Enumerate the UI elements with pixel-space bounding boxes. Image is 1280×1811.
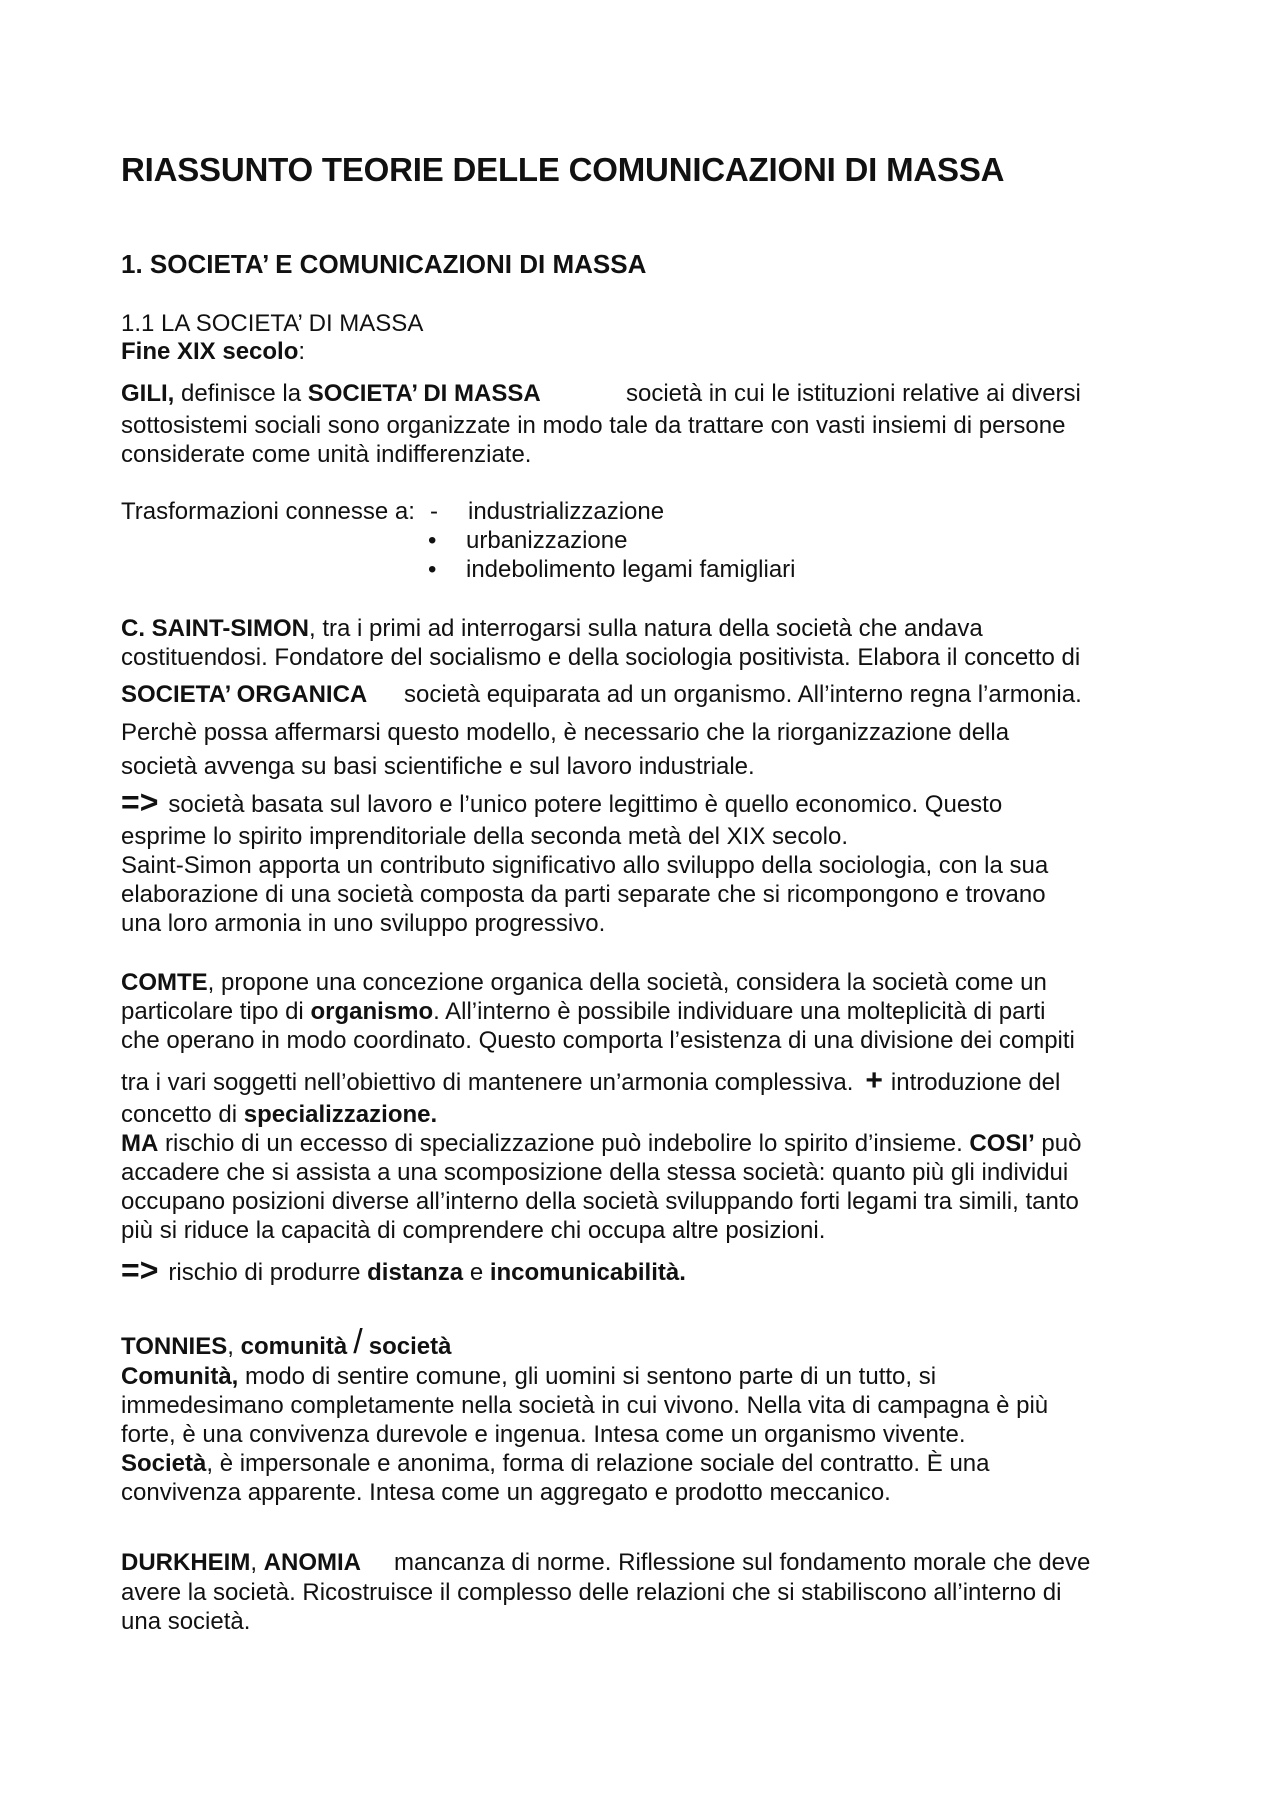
tonnies-line-2: immedesimano completamente nella società in cui vivono. Nella vita di campagna è più <box>121 1392 1049 1419</box>
section-heading: 1. SOCIETA’ E COMUNICAZIONI DI MASSA <box>121 249 647 279</box>
gili-line-3: considerate come unità indifferenziate. <box>121 441 532 468</box>
plus-symbol: + <box>865 1064 883 1097</box>
gili-line-1: GILI, definisce la SOCIETA’ DI MASSA <box>121 380 541 407</box>
tonnies-line-3: forte, è una convivenza durevole e ingenua. Intesa come un organismo vivente. <box>121 1421 966 1448</box>
societa-di-massa-term: SOCIETA’ DI MASSA <box>307 380 541 407</box>
list-item: • urbanizzazione <box>428 527 628 554</box>
durkheim-line-1: DURKHEIM, ANOMIA <box>121 1549 361 1576</box>
saint-simon-line-9: elaborazione di una società composta da parti separate che si ricompongono e trovano <box>121 881 1046 908</box>
durkheim-line-3: una società. <box>121 1608 251 1635</box>
tonnies-line-1: Comunità, modo di sentire comune, gli uomini si sentono parte di un tutto, si <box>121 1363 937 1390</box>
durkheim-line-2: avere la società. Ricostruisce il complesso delle relazioni che si stabiliscono all’interno di <box>121 1579 1062 1606</box>
saint-simon-name: C. SAINT-SIMON <box>121 615 310 642</box>
comte-line-4: tra i vari soggetti nell’obiettivo di mantenere un’armonia complessiva. + introduzione del <box>121 1064 1061 1097</box>
saint-simon-line-5: società avvenga su basi scientifiche e sul lavoro industriale. <box>121 753 755 780</box>
saint-simon-line-10: una loro armonia in uno sviluppo progressivo. <box>121 910 606 937</box>
saint-simon-line-3b: società equiparata ad un organismo. All’interno regna l’armonia. <box>404 681 1082 708</box>
durkheim-line-1b: mancanza di norme. Riflessione sul fondamento morale che deve <box>394 1549 1091 1576</box>
tonnies-line-4: Società, è impersonale e anonima, forma di relazione sociale del contratto. È una <box>121 1450 990 1477</box>
comte-line-3: che operano in modo coordinato. Questo comporta l’esistenza di una divisione dei compiti <box>121 1027 1075 1054</box>
comte-name: COMTE <box>121 969 208 996</box>
comte-line-8: occupano posizioni diverse all’interno della società sviluppando forti legami tra simili, tanto <box>121 1188 1079 1215</box>
gili-line-1b: società in cui le istituzioni relative ai diversi <box>626 380 1081 407</box>
tonnies-name: TONNIES <box>121 1333 228 1360</box>
dash-marker: - <box>430 498 438 525</box>
saint-simon-line-4: Perchè possa affermarsi questo modello, è necessario che la riorganizzazione della <box>121 719 1010 746</box>
saint-simon-line-1: C. SAINT-SIMON, tra i primi ad interrogarsi sulla natura della società che andava <box>121 615 983 642</box>
gili-line-2: sottosistemi sociali sono organizzate in modo tale da trattare con vasti insiemi di persone <box>121 412 1066 439</box>
bullet-marker: • <box>428 556 437 583</box>
anomia-term: ANOMIA <box>263 1549 361 1576</box>
comte-line-5: concetto di specializzazione. <box>121 1101 438 1128</box>
saint-simon-line-7: esprime lo spirito imprenditoriale della seconda metà del XIX secolo. <box>121 823 849 850</box>
tonnies-line-5: convivenza apparente. Intesa come un aggregato e prodotto meccanico. <box>121 1479 891 1506</box>
slash-symbol: / <box>353 1323 363 1361</box>
societa-organica-term: SOCIETA’ ORGANICA <box>121 681 368 708</box>
bullet-marker: • <box>428 527 437 554</box>
trasformazioni-label: Trasformazioni connesse a: <box>121 498 415 525</box>
period-line: Fine XIX secolo: <box>121 338 306 365</box>
subsection-heading: 1.1 LA SOCIETA’ DI MASSA <box>121 310 424 337</box>
implies-arrow: => <box>121 1252 159 1288</box>
comte-line-9: più si riduce la capacità di comprendere chi occupa altre posizioni. <box>121 1217 826 1244</box>
document-title: RIASSUNTO TEORIE DELLE COMUNICAZIONI DI MASSA <box>121 151 1005 188</box>
comte-line-1: COMTE, propone una concezione organica della società, considera la società come un <box>121 969 1047 996</box>
list-item: - industrializzazione <box>430 498 665 525</box>
comte-line-2: particolare tipo di organismo. All’interno è possibile individuare una molteplicità di parti <box>121 998 1046 1025</box>
gili-name: GILI, <box>121 380 175 407</box>
saint-simon-line-2: costituendosi. Fondatore del socialismo e della sociologia positivista. Elabora il concetto di <box>121 644 1081 671</box>
implies-arrow: => <box>121 784 159 820</box>
tonnies-heading: TONNIES, comunità / società <box>121 1323 452 1361</box>
saint-simon-line-6: => società basata sul lavoro e l’unico potere legittimo è quello economico. Questo <box>121 784 1003 820</box>
saint-simon-line-3 <box>121 680 367 710</box>
comte-line-6: MA rischio di un eccesso di specializzazione può indebolire lo spirito d’insieme. COSI’ può <box>121 1130 1082 1157</box>
durkheim-name: DURKHEIM <box>121 1549 251 1576</box>
saint-simon-line-8: Saint-Simon apporta un contributo significativo allo sviluppo della sociologia, con la sua <box>121 852 1049 879</box>
comte-line-7: accadere che si assista a una scomposizione della stessa società: quanto più gli individui <box>121 1159 1069 1186</box>
comte-line-10: => rischio di produrre distanza e incomunicabilità. <box>121 1252 686 1288</box>
list-item: • indebolimento legami famigliari <box>428 556 796 583</box>
